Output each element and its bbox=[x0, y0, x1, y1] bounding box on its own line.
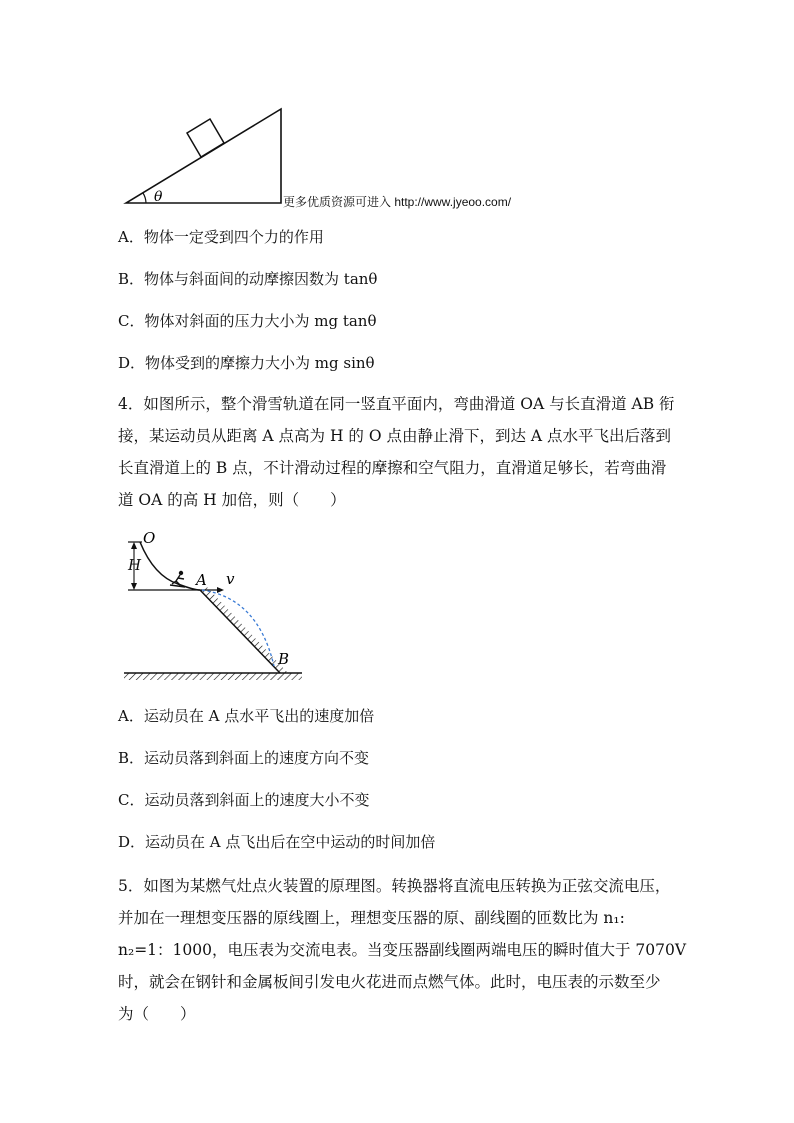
q5-stem-line: 为（ ） bbox=[118, 1005, 196, 1023]
q3-option-b: B．物体与斜面间的动摩擦因数为 tanθ bbox=[118, 270, 378, 288]
slope-hatch bbox=[200, 586, 288, 673]
velocity-arrowhead bbox=[217, 587, 224, 593]
angle-arc bbox=[143, 193, 146, 203]
q5-stem-line: 5．如图为某燃气灶点火装置的原理图。转换器将直流电压转换为正弦交流电压， bbox=[118, 877, 671, 895]
q4-option-b: B．运动员落到斜面上的速度方向不变 bbox=[118, 749, 370, 767]
h-arrow-up bbox=[131, 542, 137, 549]
watermark-text: 更多优质资源可进入 http://www.jyeoo.com/ bbox=[283, 195, 512, 209]
label-a: A bbox=[196, 571, 207, 589]
q3-option-c: C．物体对斜面的压力大小为 mg tanθ bbox=[118, 312, 377, 330]
label-h-text: H bbox=[128, 556, 142, 574]
q5-stem-line: 时，就会在钢针和金属板间引发电火花进而点燃气体。此时，电压表的示数至少 bbox=[118, 973, 661, 991]
ski-jump-figure bbox=[118, 528, 318, 688]
q5-stem-line: n₂=1：1000，电压表为交流电表。当变压器副线圈两端电压的瞬时值大于 7070V bbox=[118, 941, 687, 959]
label-o: O bbox=[143, 529, 156, 547]
q4-stem bbox=[118, 388, 678, 516]
angle-label: θ bbox=[154, 189, 163, 205]
label-b: B bbox=[278, 650, 290, 668]
label-v: v bbox=[226, 570, 235, 588]
q5-stem bbox=[118, 870, 687, 1030]
q4-stem-line: 道 OA 的高 H 加倍，则（ ） bbox=[118, 491, 346, 509]
slope-line bbox=[200, 590, 280, 673]
q4-stem-line: 4．如图所示，整个滑雪轨道在同一竖直平面内，弯曲滑道 OA 与长直滑道 AB 衔 bbox=[118, 395, 675, 413]
q3-option-d: D．物体受到的摩擦力大小为 mg sinθ bbox=[118, 354, 375, 372]
q4-option-a: A．运动员在 A 点水平飞出的速度加倍 bbox=[118, 707, 375, 725]
q4-stem-line: 长直滑道上的 B 点，不计滑动过程的摩擦和空气阻力，直滑道足够长，若弯曲滑 bbox=[118, 459, 667, 477]
curved-track bbox=[140, 542, 200, 590]
q5-stem-line: 并加在一理想变压器的原线圈上，理想变压器的原、副线圈的匝数比为 n₁: bbox=[118, 909, 625, 927]
q4-option-d: D．运动员在 A 点飞出后在空中运动的时间加倍 bbox=[118, 833, 436, 851]
incline-figure bbox=[110, 100, 310, 210]
q4-option-c: C．运动员落到斜面上的速度大小不变 bbox=[118, 791, 370, 809]
block bbox=[187, 119, 224, 157]
ground-hatch bbox=[124, 673, 302, 680]
q3-option-a: A．物体一定受到四个力的作用 bbox=[118, 228, 324, 246]
q4-stem-line: 接，某运动员从距离 A 点高为 H 的 O 点由静止滑下，到达 A 点水平飞出后落到 bbox=[118, 427, 672, 445]
h-arrow-down bbox=[131, 583, 137, 590]
